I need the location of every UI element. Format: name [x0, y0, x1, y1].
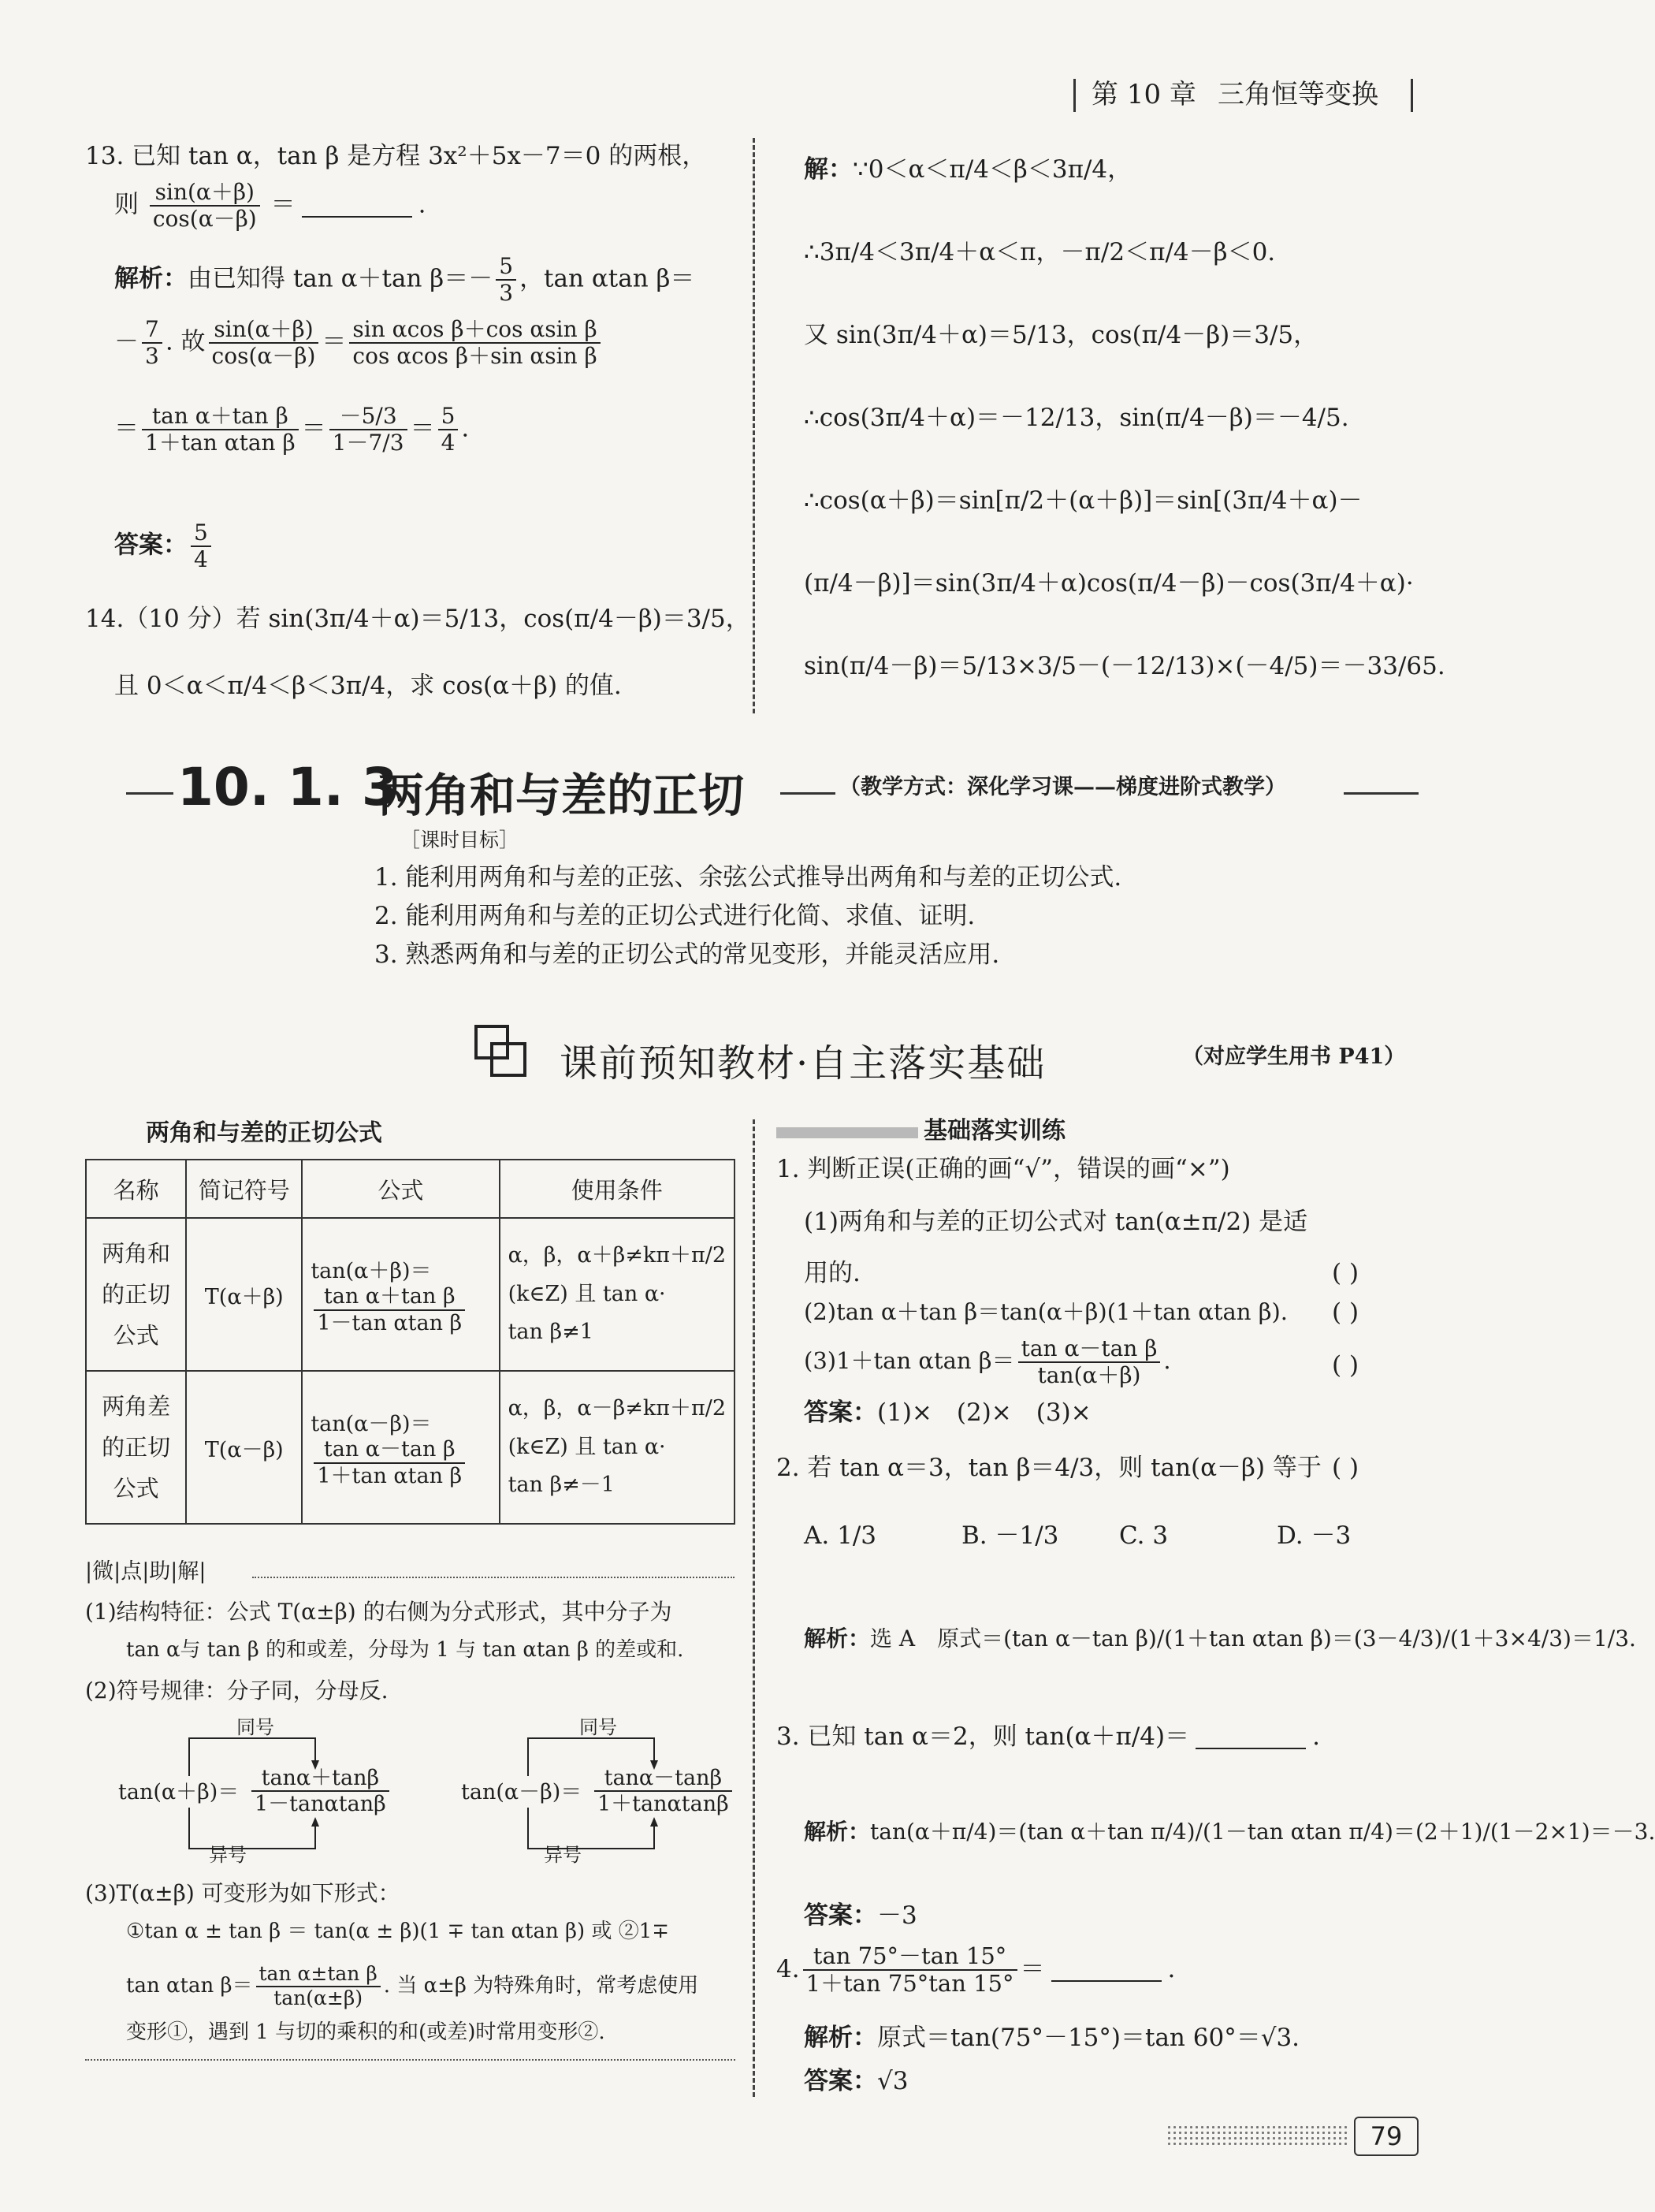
row-condition: α，β，α＋β≠kπ＋π/2 (k∈Z) 且 tan α· tan β≠1: [500, 1218, 735, 1371]
section-rule-mid: [780, 792, 835, 795]
row-name: 两角和的正切公式: [86, 1218, 186, 1371]
page-number-box: [1354, 2117, 1419, 2156]
q3-answer: 答案：－3: [804, 1901, 917, 1930]
footer-dot-pattern: [1166, 2124, 1348, 2148]
q14-solution-line7: sin(π/4－β)＝5/13×3/5－(－12/13)×(－4/5)＝－33/65.: [804, 652, 1445, 680]
q13-analysis-line2: － $\frac{7}{3}$ . 故 $\frac{\sin(\alpha+\beta)}{\cos(\alpha-\beta)}$ ＝ $\frac{\text{sin αcos β＋cos αsin β}}{\text{cos αcos β＋sin αsin β}}$: [114, 317, 604, 369]
q4-solution: 解析：原式＝tan(75°－15°)＝tan 60°＝√3.: [804, 2024, 1300, 2052]
notes-bottom-rule: [85, 2059, 735, 2061]
q2-option-b: B. －1/3: [961, 1521, 1059, 1550]
q14-stem-line2: 且 0＜α＜π/4＜β＜3π/4，求 cos(α＋β) 的值.: [114, 672, 622, 700]
table-row: [86, 1371, 735, 1524]
note-1b: tan α与 tan β 的和或差，分母为 1 与 tan αtan β 的差或和.: [126, 1638, 684, 1662]
table-row: [86, 1218, 735, 1371]
diff-sign-label: 异号: [544, 1844, 582, 1866]
q1-item-1-paren: ( ): [1332, 1259, 1359, 1287]
notes-label: |微|点|助|解|: [85, 1559, 206, 1584]
header-divider-right: [1411, 79, 1413, 112]
q2-paren: ( ): [1332, 1454, 1359, 1482]
q4-answer: 答案：√3: [804, 2067, 909, 2095]
q14-solution-line4: ∴cos(3π/4＋α)＝－12/13，sin(π/4－β)＝－4/5.: [804, 404, 1349, 432]
diff-sign-label: 异号: [209, 1844, 247, 1866]
row-symbol: T(α＋β): [186, 1218, 302, 1371]
training-heading-bar: [776, 1127, 918, 1138]
diagram-fraction: $\frac{\tan\alpha+\tan\beta}{1-\tan\alpha\tan\beta}$: [248, 1766, 392, 1816]
q1-item-3: (3)1＋tan αtan β＝ $\frac{\text{tan α－tan β}}{\tan(\alpha+\beta)}$ .: [804, 1335, 1171, 1389]
q13-stem-line2: 则 $\frac{\sin(\alpha+\beta)}{\cos(\alpha-\beta)}$ ＝ .: [114, 179, 426, 233]
q13-stem: 13. 已知 tan α，tan β 是方程 3x²＋5x－7＝0 的两根，: [85, 142, 707, 170]
q1-answer: 答案：(1)× (2)× (3)×: [804, 1398, 1092, 1427]
banner-title: 课前预知教材·自主落实基础: [560, 1041, 1047, 1086]
goal-2: 2. 能利用两角和与差的正切公式进行化简、求值、证明.: [374, 902, 976, 930]
page-number: 79: [1370, 2121, 1403, 2151]
q2-solution: 解析：选 A 原式＝(tan α－tan β)/(1＋tan αtan β)＝(3－4/3)/(1＋3×4/3)＝1/3.: [804, 1625, 1636, 1652]
row-symbol: T(α－β): [186, 1371, 302, 1524]
q1-stem: 1. 判断正误(正确的画“√”，错误的画“×”): [776, 1155, 1230, 1183]
q14-solution-line6: (π/4－β)]＝sin(3π/4＋α)cos(π/4－β)－cos(3π/4＋α)·: [804, 569, 1414, 598]
col-formula: 公式: [302, 1160, 499, 1218]
q4-stem: 4. $\frac{\tan 75^\circ-\tan 15^\circ}{1+\tan 75^\circ\tan 15^\circ}$ ＝ .: [776, 1942, 1176, 1998]
q2-option-d: D. －3: [1277, 1521, 1352, 1550]
formula-table: [85, 1159, 735, 1525]
q2-option-a: A. 1/3: [804, 1521, 876, 1550]
row-condition: α，β，α－β≠kπ＋π/2 (k∈Z) 且 tan α· tan β≠－1: [500, 1371, 735, 1524]
goals-label: ［课时目标］: [400, 829, 519, 851]
sign-diagram-sum: [114, 1715, 414, 1872]
note-3: (3)T(α±β) 可变形为如下形式：: [85, 1880, 400, 1906]
q14-solution-line5: ∴cos(α＋β)＝sin[π/2＋(α＋β)]＝sin[(3π/4＋α)－: [804, 486, 1363, 515]
q1-item-2-paren: ( ): [1332, 1298, 1359, 1327]
column-divider-top: [753, 138, 755, 713]
sign-diagram-diff: [453, 1715, 753, 1872]
note-3b: tan αtan β＝ $\frac{\text{tan α±tan β}}{\tan(\alpha\pm\beta)}$ . 当 α±β 为特殊角时，常考虑使用: [126, 1962, 699, 2009]
row-name: 两角差的正切公式: [86, 1371, 186, 1524]
q1-item-3-paren: ( ): [1332, 1351, 1359, 1380]
q1-item-2: (2)tan α＋tan β＝tan(α＋β)(1＋tan αtan β).: [804, 1298, 1289, 1325]
q13-answer: 答案： $\frac{5}{4}$: [114, 520, 214, 572]
q2-stem: 2. 若 tan α＝3，tan β＝4/3，则 tan(α－β) 等于: [776, 1454, 1322, 1482]
banner-squares-icon: [473, 1023, 530, 1080]
section-number: 10. 1. 3: [177, 757, 398, 817]
diagram-lhs: tan(α－β)＝: [461, 1780, 582, 1804]
col-condition: 使用条件: [500, 1160, 735, 1218]
col-symbol: 简记符号: [186, 1160, 302, 1218]
note-3a: ①tan α ± tan β ＝ tan(α ± β)(1 ∓ tan αtan β) 或 ②1∓: [126, 1920, 670, 1943]
note-3c: 变形①，遇到 1 与切的乘积的和(或差)时常用变形②.: [126, 2020, 605, 2044]
goal-1: 1. 能利用两角和与差的正弦、余弦公式推导出两角和与差的正切公式.: [374, 863, 1122, 892]
column-divider-bottom: [753, 1119, 755, 2097]
same-sign-label: 同号: [236, 1716, 274, 1738]
goal-3: 3. 熟悉两角和与差的正切公式的常见变形，并能灵活应用.: [374, 940, 1000, 969]
col-name: 名称: [86, 1160, 186, 1218]
header-title: 三角恒等变换: [1218, 79, 1378, 110]
q14-solution-line3: 又 sin(3π/4＋α)＝5/13，cos(π/4－β)＝3/5，: [804, 321, 1318, 349]
q14-stem: 14.（10 分）若 sin(3π/4＋α)＝5/13，cos(π/4－β)＝3/5，: [85, 605, 750, 633]
q3-stem: 3. 已知 tan α＝2，则 tan(α＋π/4)＝ .: [776, 1722, 1320, 1751]
row-formula: tan(α－β)＝ $\frac{\text{tan α－tan β}}{\text{1＋tan αtan β}}$: [302, 1371, 499, 1524]
banner-ref: （对应学生用书 P41）: [1182, 1045, 1406, 1069]
q1-item-1b: 用的.: [804, 1259, 861, 1287]
training-heading: 基础落实训练: [924, 1117, 1066, 1145]
section-title: 两角和与差的正切: [378, 769, 745, 822]
q13-analysis-line1: 解析：由已知得 tan α＋tan β＝－ $\frac{5}{3}$ ，tan αtan β＝: [114, 253, 695, 307]
row-formula: tan(α＋β)＝ $\frac{\text{tan α＋tan β}}{\text{1－tan αtan β}}$: [302, 1218, 499, 1371]
section-rule-right: [1344, 792, 1419, 795]
q14-solution-line1: 解：∵0＜α＜π/4＜β＜3π/4，: [804, 155, 1132, 184]
diagram-lhs: tan(α＋β)＝: [118, 1780, 240, 1804]
q3-solution: 解析：tan(α＋π/4)＝(tan α＋tan π/4)/(1－tan αtan π/4)＝(2＋1)/(1－2×1)＝－3.: [804, 1819, 1655, 1845]
q2-option-c: C. 3: [1119, 1521, 1169, 1550]
q14-solution-line2: ∴3π/4＜3π/4＋α＜π，－π/2＜π/4－β＜0.: [804, 238, 1276, 266]
q1-item-1a: (1)两角和与差的正切公式对 tan(α±π/2) 是适: [804, 1208, 1308, 1236]
formula-table-header: [86, 1160, 735, 1218]
note-2: (2)符号规律：分子同，分母反.: [85, 1678, 389, 1704]
diagram-fraction: $\frac{\tan\alpha-\tan\beta}{1+\tan\alpha\tan\beta}$: [591, 1766, 735, 1816]
section-method: （教学方式：深化学习课——梯度进阶式教学）: [839, 775, 1286, 799]
header-divider-left: [1073, 79, 1076, 112]
q13-analysis-line3: ＝ $\frac{\text{tan α＋tan β}}{\text{1＋tan αtan β}}$ ＝ $\frac{-5/3}{1-7/3}$ ＝ $\frac{5}{4}$ .: [114, 403, 470, 456]
notes-dotted-rule: [252, 1577, 735, 1578]
header-chapter: 第 10 章: [1092, 79, 1196, 110]
formula-heading: 两角和与差的正切公式: [146, 1119, 382, 1147]
note-1a: (1)结构特征：公式 T(α±β) 的右侧为分式形式，其中分子为: [85, 1599, 672, 1625]
same-sign-label: 同号: [579, 1716, 617, 1738]
section-rule-left: [126, 792, 173, 795]
